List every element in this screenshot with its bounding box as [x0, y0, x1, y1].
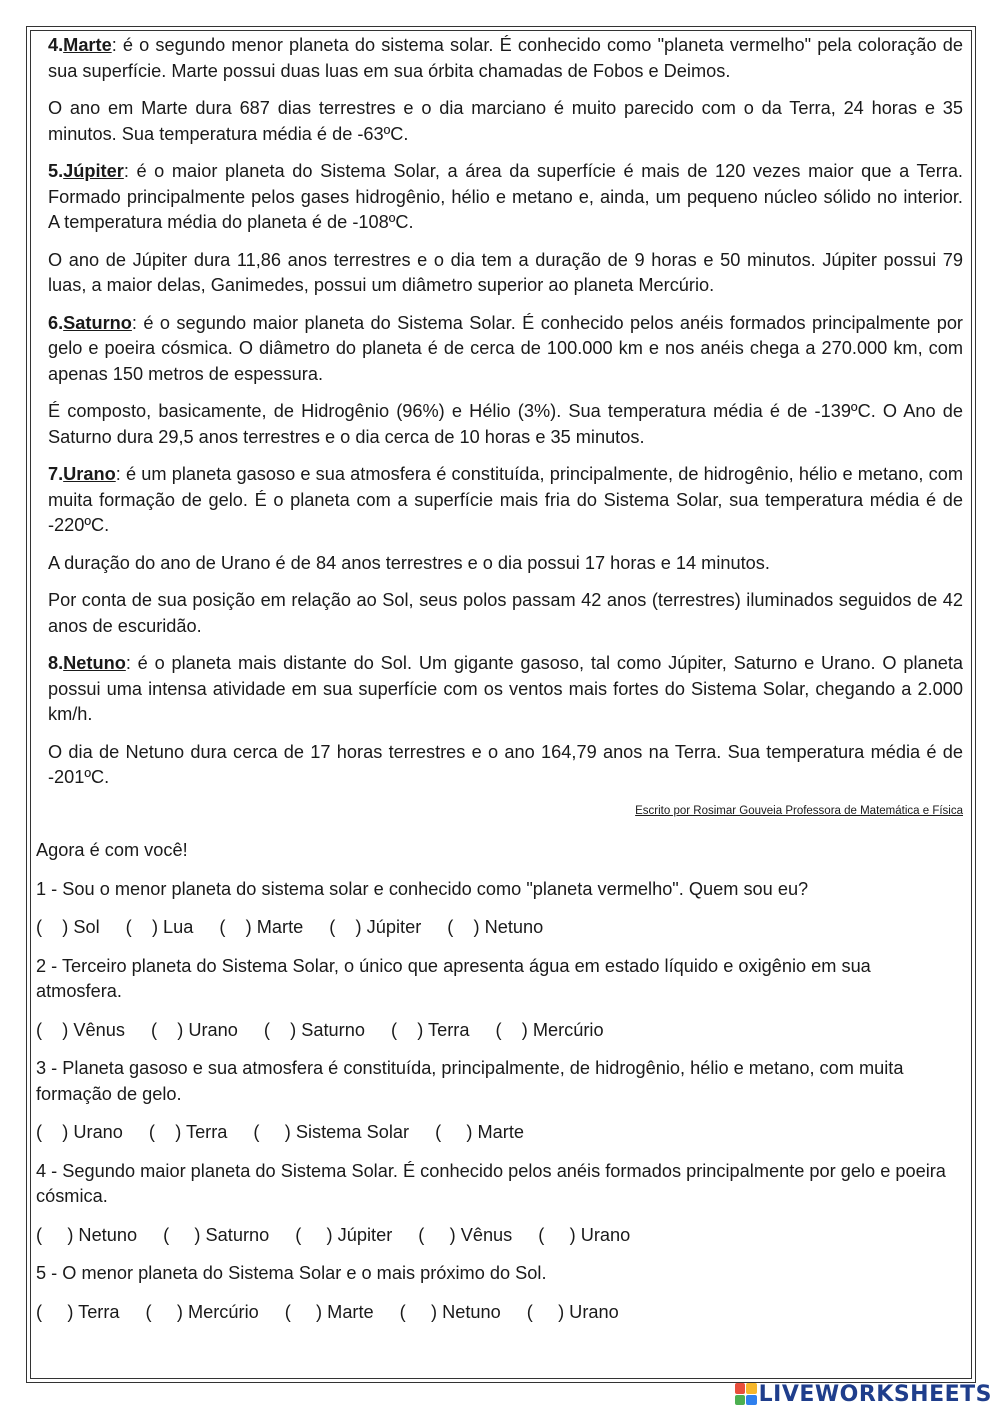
question-text: 5 - O menor planeta do Sistema Solar e o mais próximo do Sol.: [36, 1263, 547, 1283]
reading-text: [48, 33, 963, 833]
planet-heading: 8.Netuno: [48, 653, 126, 673]
question-text: 2 - Terceiro planeta do Sistema Solar, o único que apresenta água em estado líquido e oxigênio em sua atmosfera.: [36, 955, 871, 1001]
answer-option[interactable]: ( ) Urano: [150, 1019, 238, 1040]
answer-option[interactable]: ( ) Netuno: [36, 1224, 138, 1245]
answer-option[interactable]: ( ) Urano: [526, 1301, 619, 1322]
question-text: 1 - Sou o menor planeta do sistema solar e conhecido como "planeta vermelho". Quem sou eu?: [36, 878, 809, 899]
answer-option[interactable]: ( ) Vênus: [36, 1019, 125, 1040]
planet-heading: 5.Júpiter: [48, 161, 124, 181]
answer-options: [36, 1223, 956, 1249]
paragraph: O dia de Netuno dura cerca de 17 horas terrestres e o ano 164,79 anos na Terra. Sua temperatura média é de -201ºC.: [48, 741, 963, 787]
question-text: 3 - Planeta gasoso e sua atmosfera é constituída, principalmente, de hidrogênio, hélio e metano, com muita formação de gelo.: [36, 1058, 904, 1104]
logo-icon: [735, 1383, 757, 1405]
paragraph: O ano em Marte dura 687 dias terrestres e o dia marciano é muito parecido com o da Terra, 24 horas e 35 minutos. Sua temperatura média é de -63ºC.: [48, 98, 963, 144]
answer-option[interactable]: ( ) Vênus: [418, 1224, 513, 1245]
answer-option[interactable]: ( ) Terra: [36, 1301, 120, 1322]
answer-option[interactable]: ( ) Netuno: [447, 917, 544, 937]
answer-option[interactable]: ( ) Saturno: [163, 1224, 270, 1245]
planet-heading: 7.Urano: [48, 464, 116, 484]
answer-options: [36, 1120, 956, 1146]
answer-option[interactable]: ( ) Terra: [148, 1122, 228, 1142]
answer-option[interactable]: ( ) Marte: [284, 1301, 374, 1322]
answer-options: [36, 915, 956, 941]
planet-heading: 6.Saturno: [48, 312, 132, 333]
question-text: 4 - Segundo maior planeta do Sistema Solar. É conhecido pelos anéis formados principalmente por gelo e poeira cósmica.: [36, 1160, 946, 1206]
answer-option[interactable]: ( ) Mercúrio: [495, 1019, 604, 1040]
answer-option[interactable]: ( ) Terra: [390, 1019, 470, 1040]
paragraph: 7.Urano: é um planeta gasoso e sua atmosfera é constituída, principalmente, de hidrogênio, hélio e metano, com muita formação de gelo. É o planeta com a superfície mais fria do Sistema Solar, sua temperatura média é de -220ºC.: [48, 464, 963, 535]
paragraph: O ano de Júpiter dura 11,86 anos terrestres e o dia tem a duração de 9 horas e 50 minutos. Júpiter possui 79 luas, a maior delas, Ganimedes, possui um diâmetro superior ao planeta Mercúrio.: [48, 249, 963, 295]
author-credit: Escrito por Rosimar Gouveia Professora de Matemática e Física: [635, 804, 963, 817]
paragraph: 4.Marte: é o segundo menor planeta do sistema solar. É conhecido como "planeta vermelho" pela coloração de sua superfície. Marte possui duas luas em sua órbita chamadas de Fobos e Deimos.: [48, 35, 963, 81]
paragraph: A duração do ano de Urano é de 84 anos terrestres e o dia possui 17 horas e 14 minutos.: [48, 552, 770, 573]
paragraph: Por conta de sua posição em relação ao Sol, seus polos passam 42 anos (terrestres) iluminados seguidos de 42 anos de escuridão.: [48, 590, 963, 636]
answer-option[interactable]: ( ) Saturno: [263, 1019, 365, 1040]
paragraph: 5.Júpiter: é o maior planeta do Sistema Solar, a área da superfície é mais de 120 vezes maior que a Terra. Formado principalmente pelos gases hidrogênio, hélio e metano e, ainda, um pequeno núcleo sólido no interior. A temperatura média do planeta é de -108ºC.: [48, 161, 963, 232]
answer-option[interactable]: ( ) Urano: [538, 1224, 631, 1245]
answer-option[interactable]: ( ) Sistema Solar: [253, 1122, 410, 1142]
quiz-section: [36, 838, 956, 1338]
answer-option[interactable]: ( ) Urano: [36, 1122, 123, 1142]
answer-options: [36, 1018, 956, 1044]
answer-option[interactable]: ( ) Lua: [125, 917, 194, 937]
quiz-intro: Agora é com você!: [36, 840, 188, 860]
answer-option[interactable]: ( ) Marte: [435, 1122, 524, 1142]
logo-text: LIVEWORKSHEETS: [758, 1381, 992, 1407]
liveworksheets-logo: [735, 1381, 992, 1407]
paragraph: 8.Netuno: é o planeta mais distante do Sol. Um gigante gasoso, tal como Júpiter, Saturno e Urano. O planeta possui uma intensa atividade em sua superfície com os ventos mais fortes do Sistema Solar, chegando a 2.000 km/h.: [48, 653, 963, 724]
planet-heading: 4.Marte: [48, 35, 112, 55]
answer-option[interactable]: ( ) Sol: [36, 917, 100, 937]
paragraph: É composto, basicamente, de Hidrogênio (96%) e Hélio (3%). Sua temperatura média é de -139ºC. O Ano de Saturno dura 29,5 anos terrestres e o dia cerca de 10 horas e 35 minutos.: [48, 401, 963, 447]
answer-option[interactable]: ( ) Marte: [219, 917, 304, 937]
answer-options: [36, 1300, 956, 1326]
answer-option[interactable]: ( ) Mercúrio: [145, 1301, 259, 1322]
paragraph: 6.Saturno: é o segundo maior planeta do Sistema Solar. É conhecido pelos anéis formados principalmente por gelo e poeira cósmica. O diâmetro do planeta é de cerca de 100.000 km e nos anéis chega a 270.000 km, com apenas 150 metros de espessura.: [48, 312, 963, 384]
answer-option[interactable]: ( ) Netuno: [399, 1301, 501, 1322]
answer-option[interactable]: ( ) Júpiter: [329, 917, 422, 937]
answer-option[interactable]: ( ) Júpiter: [295, 1224, 393, 1245]
